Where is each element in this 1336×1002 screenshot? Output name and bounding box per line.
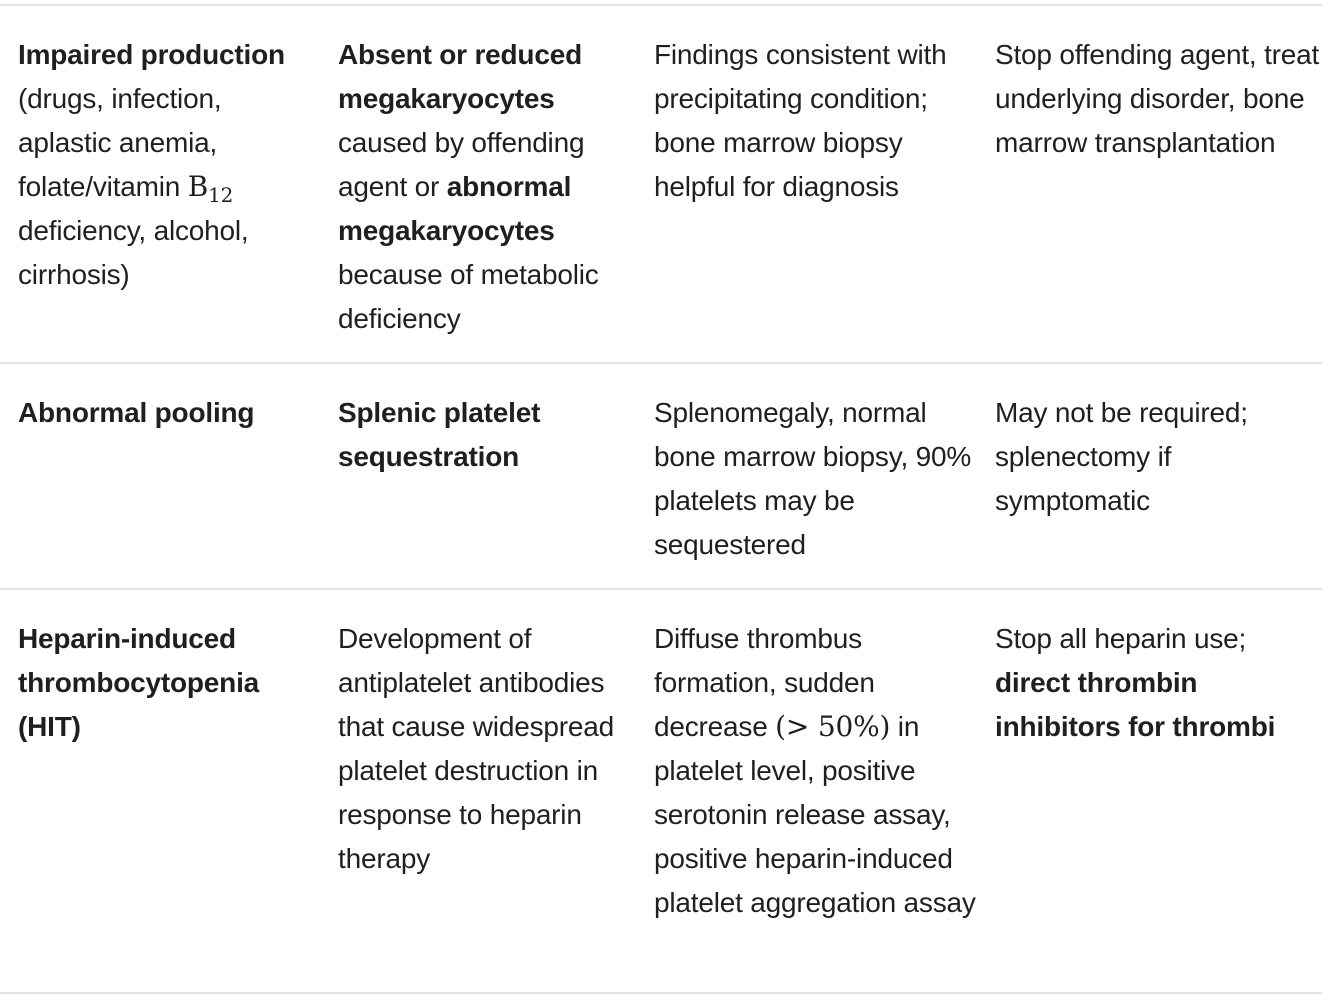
math-subscript: 12 [208,183,234,207]
treatment-text: Stop all heparin use; [995,623,1247,654]
cause-cell [18,33,318,297]
mechanism-bold: Splenic platelet sequestration [338,397,541,472]
mechanism-cell [338,391,634,479]
findings-text-end: in platelet level, positive serotonin release assay, positive heparin-induced platelet aggregation assay [654,711,976,918]
mechanism-bold-1: Absent or reduced megakaryocytes [338,39,582,114]
treatment-bold: direct thrombin inhibitors for thrombi [995,667,1276,742]
findings-text-start: Diffuse thrombus formation, sudden decrease [654,623,875,742]
vitamin-b12-math [187,170,234,207]
mechanism-bold-2: abnormal megakaryocytes [338,171,572,246]
mechanism-text-1: caused by offending agent or [338,127,585,202]
cause-cell [18,617,318,749]
treatment-cell [995,617,1325,749]
treatment-text: Stop offending agent, treat underlying disorder, bone marrow transplantation [995,39,1320,158]
findings-text: Splenomegaly, normal bone marrow biopsy, 90% platelets may be sequestered [654,397,972,560]
cause-detail-end: deficiency, alcohol, cirrhosis) [18,215,249,290]
cause-title: Abnormal pooling [18,397,255,428]
table-row-impaired-production [0,6,1322,364]
findings-text: Findings consistent with precipitating condition; bone marrow biopsy helpful for diagnosis [654,39,947,202]
table-row-abnormal-pooling [0,364,1322,590]
cause-detail: (drugs, infection, aplastic anemia, folate/vitamin [18,83,222,202]
mechanism-cell [338,617,634,881]
treatment-text: May not be required; splenectomy if symptomatic [995,397,1248,516]
findings-cell [654,391,976,567]
cause-title: Heparin-induced thrombocytopenia (HIT) [18,623,260,742]
mechanism-text: Development of antiplatelet antibodies that cause widespread platelet destruction in response to heparin therapy [338,623,614,874]
mechanism-text-2: because of metabolic deficiency [338,259,599,334]
cause-cell [18,391,318,435]
treatment-cell [995,33,1325,165]
table-row-hit [0,590,1322,994]
findings-cell [654,33,976,209]
findings-cell [654,617,976,925]
mechanism-cell [338,33,634,341]
math-base: B [187,170,209,203]
thrombocytopenia-table [0,4,1322,994]
percent-math: (> 50%) [775,710,891,743]
cause-title: Impaired production [18,39,285,70]
treatment-cell [995,391,1325,523]
